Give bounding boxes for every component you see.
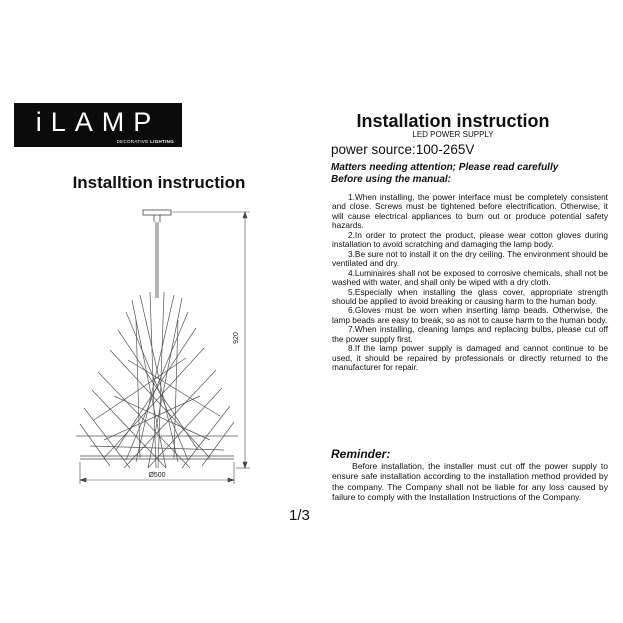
attention-item: 1.When installing, the power interface must be completely consistent and close. Screws must be tightened before electrification. Otherwise, it will cause electrical appliances to burn out or produce potential safety hazards. (332, 192, 608, 231)
reminder-text: Before installation, the installer must cut off the power supply to ensure safe installation according to the installation method provided by the company. The Company shall not be liable for any loss caused by failure to comply with the Installation Instructions of the Company. (332, 461, 608, 502)
chandelier-tubes (76, 292, 238, 468)
ceiling-canopy (143, 210, 171, 222)
attention-line-1: Matters needing attention; Please read carefully (331, 162, 559, 173)
logo-wordmark: iLAMP (35, 107, 161, 137)
attention-heading (331, 162, 621, 186)
attention-item: 8.If the lamp power supply is damaged and cannot continue to be used, it should be repaired by professionals or directly returned to the manufacturer for repair. (332, 343, 608, 373)
attention-line-2: Before using the manual: (331, 174, 452, 185)
suspension-rod (156, 222, 158, 298)
attention-items (332, 193, 608, 373)
power-source: power source:100-265V (331, 142, 475, 157)
brand-logo (14, 103, 182, 147)
reminder-heading: Reminder: (331, 447, 391, 461)
right-page-title: Installation instruction (356, 111, 550, 131)
attention-item: 6.Gloves must be worn when inserting lamp beads. Otherwise, the lamp beads are easy to break, so as not to cause harm to the human body. (332, 305, 608, 325)
logo-tagline (117, 139, 174, 144)
width-dimension-label: Ø500 (148, 472, 166, 479)
chandelier-drawing (70, 200, 275, 490)
page-number: 1/3 (289, 507, 310, 524)
attention-item: 2.In order to protect the product, please wear cotton gloves during installation to avoid scratching and damaging the lamp body. (332, 229, 608, 250)
logo-tagline-bold: LIGHTING (150, 139, 174, 144)
left-page-title: Installtion instruction (72, 173, 246, 192)
attention-item: 5.Especially when installing the glass cover, appropriate strength should be applied to avoid breaking or causing harm to the human body. (332, 286, 608, 306)
attention-item: 7.When installing, cleaning lamps and replacing bulbs, please cut off the power supply first. (332, 324, 608, 344)
product-subtitle: LED POWER SUPPLY (412, 130, 494, 139)
attention-item: 4.Luminaires shall not be exposed to corrosive chemicals, shall not be washed with water, and shall only be wiped with a dry cloth. (332, 267, 608, 288)
logo-tagline-regular: DECORATIVE (116, 139, 151, 144)
attention-item: 3.Be sure not to install it on the dry ceiling. The environment should be ventilated and dry. (332, 248, 608, 269)
height-dimension-label: 920 (233, 332, 240, 344)
